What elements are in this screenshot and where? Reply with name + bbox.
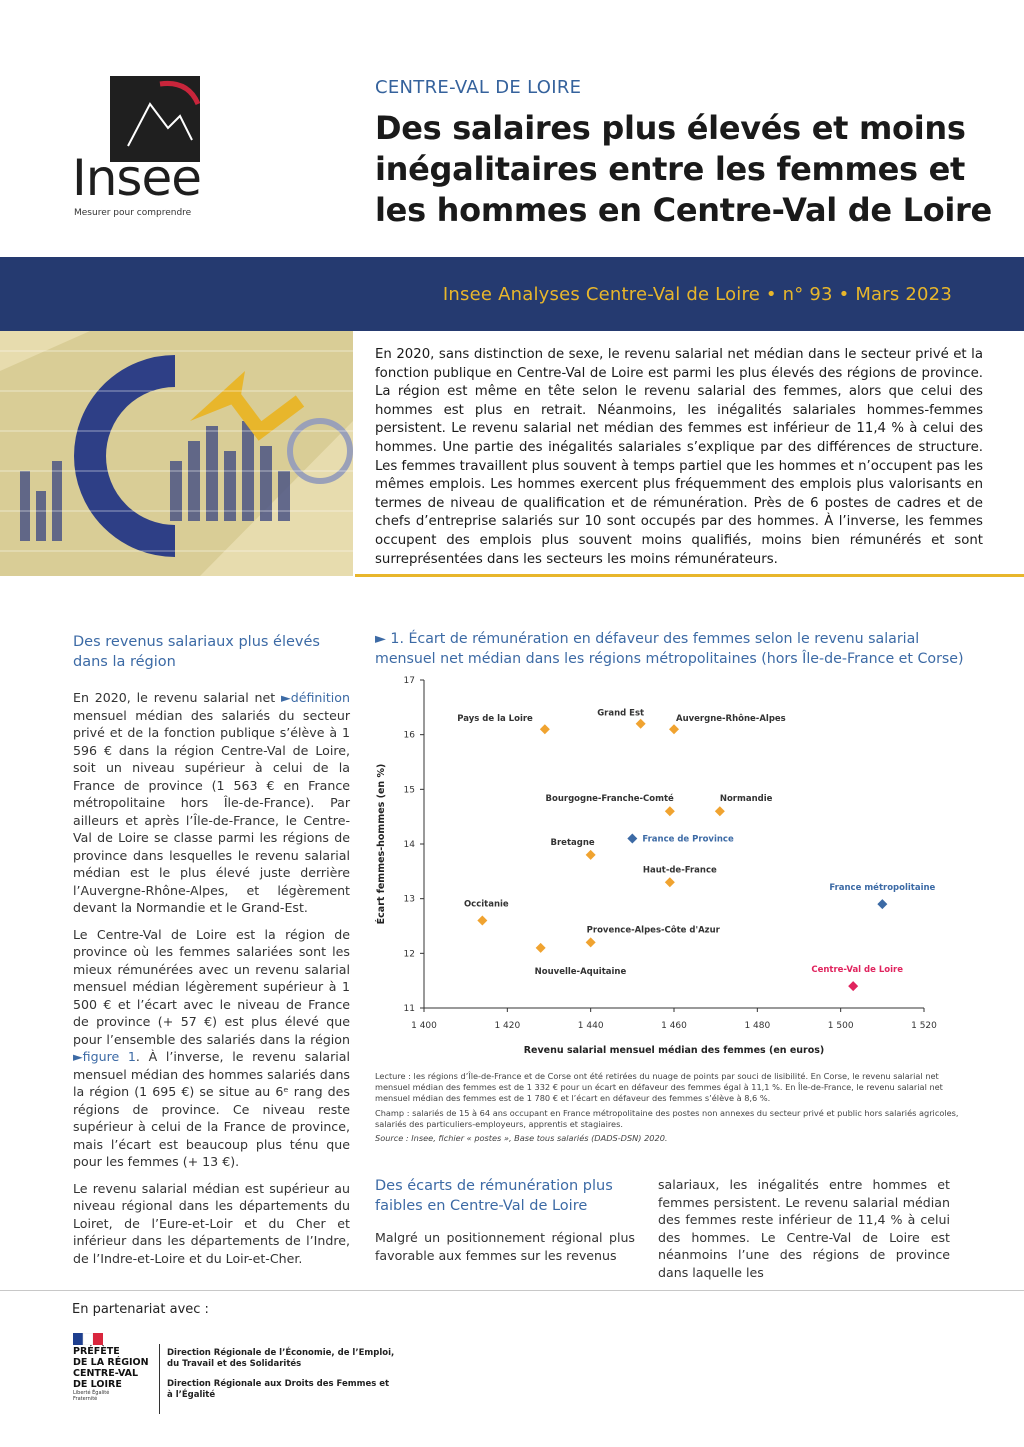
direction-drdfe: Direction Régionale aux Droits des Femmes et à l’Égalité: [167, 1379, 390, 1400]
y-tick-label: 17: [403, 676, 415, 686]
figure-notes: [375, 1071, 975, 1147]
prefet-line: PRÉFÈTE: [73, 1346, 120, 1357]
scatter-chart: [372, 672, 952, 1071]
left-column-body: [73, 689, 350, 1276]
data-point: [715, 806, 725, 816]
note-text: Source : Insee, fichier « postes », Base tous salariés (DADS-DSN) 2020.: [375, 1133, 668, 1144]
title-line: Des salaires plus élevés et moins: [375, 109, 966, 147]
prefecture-block: [73, 1346, 163, 1390]
y-axis-label: Écart femmes-hommes (en %): [376, 763, 387, 925]
note-champ: [375, 1108, 975, 1130]
y-tick-label: 13: [403, 894, 415, 905]
y-tick-label: 16: [403, 730, 415, 741]
note-lecture: [375, 1071, 975, 1105]
note-source: [375, 1133, 975, 1144]
abstract: En 2020, sans distinction de sexe, le revenu salarial net médian dans le secteur privé et la fonction publique en Centre-Val de Loire est parmi les plus élevés des régions de province. La région est même en tête selon le revenu salarial des femmes, alors que celui des hommes est plus en retrait. Néanmoins, les inégalités salariales hommes-femmes persistent. Le revenu salarial net médian des femmes est inférieur de 11,4 % à celui des hommes. Une partie des inégalités salariales s’explique par des différences de structure. Les femmes travaillent plus souvent à temps partiel que les hommes et n’occupent pas les mêmes emplois. Les hommes exercent plus fréquemment des emplois plus valorisants en termes de niveau de qualification et de rémunération. Près de 6 postes de cadres et de chefs d’entreprise salariés sur 10 sont occupés par des hommes. À l’inverse, les femmes occupent des emplois plus souvent moins qualifiés, moins bien rémunérés et sont surreprésentées dans les secteurs les moins rémunérateurs.: [375, 347, 983, 567]
x-tick-label: 1 520: [911, 1021, 937, 1031]
left-paragraph-1: [73, 689, 350, 917]
point-label: Haut-de-France: [642, 865, 717, 876]
point-label: France de Province: [642, 834, 734, 845]
y-tick-label: 14: [403, 840, 415, 850]
republic-flag-icon: [73, 1330, 103, 1342]
point-label: Nouvelle-Aquitaine: [534, 966, 627, 977]
left-paragraph-2: [73, 926, 350, 1171]
note-text: les régions d’Île-de-France et de Corse ont été retirées du nuage de points par souci de lisibilité. En Corse, le revenu salarial net mensuel médian des femmes est de 1 332 € pour un écart en défaveur des femmes égal à 11,1 %. En Île-de-France, le revenu salarial net mensuel médian des femmes est de 1 780 € et l’écart en défaveur des femmes s’élève à 8,6 %.: [375, 1071, 943, 1104]
data-point: [848, 981, 858, 991]
x-tick-label: 1 400: [411, 1021, 437, 1031]
region-label: CENTRE-VAL DE LOIRE: [375, 77, 582, 98]
x-tick-label: 1 440: [577, 1021, 604, 1031]
abstract-divider: [355, 574, 1024, 577]
text-run: mensuel médian des salariés du secteur privé et de la fonction publique s’élève à 1 596 € dans la région Centre-Val de Loire, soit un niveau supérieur à celui de la France de province (1 563 € en France métropolitaine hors Île-de-France). Par ailleurs et après l’Île-de-France, le Centre-Val de Loire se classe parmi les régions de province dans lesquelles le revenu salarial médian est le plus élevé juste derrière l’Auvergne-Rhône-Alpes, et légèrement devant la Normandie et le Grand-Est.: [73, 707, 350, 915]
data-point: [636, 719, 646, 729]
note-label: Lecture :: [375, 1071, 411, 1081]
prefet-motto: Liberté Égalité Fraternité: [73, 1390, 110, 1402]
data-point: [627, 834, 637, 844]
footer-vertical-divider: [159, 1344, 160, 1414]
x-tick-label: 1 480: [744, 1021, 771, 1031]
direction-dreets: Direction Régionale de l’Économie, de l’Emploi, du Travail et des Solidarités: [167, 1348, 395, 1369]
data-point: [536, 943, 546, 953]
cover-photo: [0, 331, 353, 576]
publication-info: Insee Analyses Centre-Val de Loire • n° 93 • Mars 2023: [442, 284, 952, 305]
prefet-line: CENTRE-VAL: [73, 1368, 139, 1379]
insee-logo-tagline: Mesurer pour comprendre: [74, 208, 192, 218]
point-label: Centre-Val de Loire: [811, 965, 903, 976]
data-point: [540, 724, 550, 734]
point-label: Bretagne: [550, 837, 595, 848]
point-label: Bourgogne-Franche-Comté: [545, 794, 674, 805]
mid-heading: Des écarts de rémunération plus faibles en Centre-Val de Loire: [375, 1178, 613, 1214]
note-text: salariés de 15 à 64 ans occupant en France métropolitaine des postes non annexes du secteur privé et public hors salariés agricoles, salariés des particuliers-employeurs, apprentis et stagiaires.: [375, 1107, 959, 1129]
data-point: [877, 899, 887, 909]
text-run: En 2020, le revenu salarial net: [73, 690, 282, 705]
title-line: les hommes en Centre-Val de Loire: [375, 191, 992, 229]
text-run: . À l’inverse, le revenu salarial mensuel médian des hommes salariés dans la région (1 695 €) se situe au 6ᵉ rang des régions de province. Ce niveau reste supérieur à celui de la France de province, mais l’écart est beaucoup plus ténu que pour les femmes (+ 13 €).: [73, 1049, 350, 1169]
prefet-line: DE LOIRE: [73, 1379, 122, 1390]
point-label: Auvergne-Rhône-Alpes: [676, 714, 786, 725]
data-point: [669, 724, 679, 734]
point-label: Provence-Alpes-Côte d'Azur: [586, 925, 720, 936]
definition-link[interactable]: ►définition: [281, 690, 350, 705]
figure-link[interactable]: ►figure 1: [73, 1049, 136, 1064]
right-column-body: salariaux, les inégalités entre hommes et femmes persistent. Le revenu salarial médian des femmes reste inférieur de 11,4 % à celui des hommes. Le Centre-Val de Loire est néanmoins l’une des régions de province dans laquelle les: [658, 1177, 950, 1280]
page-title: [375, 108, 1005, 231]
figure-title: ► 1. Écart de rémunération en défaveur des femmes selon le revenu salarial mensuel net médian dans les régions métropolitaines (hors Île-de-France et Corse): [375, 631, 964, 667]
data-point: [586, 850, 596, 860]
point-label: Grand Est: [597, 708, 645, 719]
left-heading: Des revenus salariaux plus élevés dans la région: [73, 634, 320, 670]
y-tick-label: 11: [403, 1004, 415, 1014]
data-point: [665, 877, 675, 887]
x-tick-label: 1 460: [661, 1021, 687, 1031]
scatter-chart-svg: [372, 672, 952, 1067]
data-point: [665, 806, 675, 816]
y-tick-label: 12: [403, 949, 415, 960]
x-axis-label: Revenu salarial mensuel médian des femmes (en euros): [523, 1045, 825, 1056]
note-label: Champ :: [375, 1107, 410, 1118]
data-point: [586, 937, 596, 947]
x-tick-label: 1 500: [827, 1021, 854, 1031]
point-label: Occitanie: [463, 899, 509, 910]
text-run: Le Centre-Val de Loire est la région de province où les femmes salariées sont les mieux rémunérées avec un revenu salarial mensuel médian légèrement supérieur à 1 500 € et l’écart avec le niveau de France de province (+ 57 €) est plus élevé que pour l’ensemble des salariés dans la région: [73, 926, 350, 1047]
chart-collage-image: [0, 331, 353, 576]
insee-logo-word: Insee: [72, 149, 202, 207]
point-label: Normandie: [719, 794, 773, 805]
point-label: Pays de la Loire: [457, 714, 533, 725]
mid-column-body: Malgré un positionnement régional plus favorable aux femmes sur les revenus: [375, 1230, 635, 1263]
left-paragraph-3: Le revenu salarial médian est supérieur au niveau régional dans les départements du Loiret, de l’Eure-et-Loir et du Cher et inférieur dans les départements de l’Indre, de l’Indre-et-Loire et du Loir-et-Cher.: [73, 1180, 350, 1266]
point-label: France métropolitaine: [829, 883, 936, 894]
prefet-line: DE LA RÉGION: [73, 1357, 149, 1368]
data-point: [477, 916, 487, 926]
y-tick-label: 15: [403, 785, 415, 796]
footer-divider: [0, 1290, 1024, 1291]
x-tick-label: 1 420: [494, 1021, 521, 1031]
title-line: inégalitaires entre les femmes et: [375, 150, 965, 188]
partner-label: En partenariat avec :: [72, 1302, 209, 1317]
